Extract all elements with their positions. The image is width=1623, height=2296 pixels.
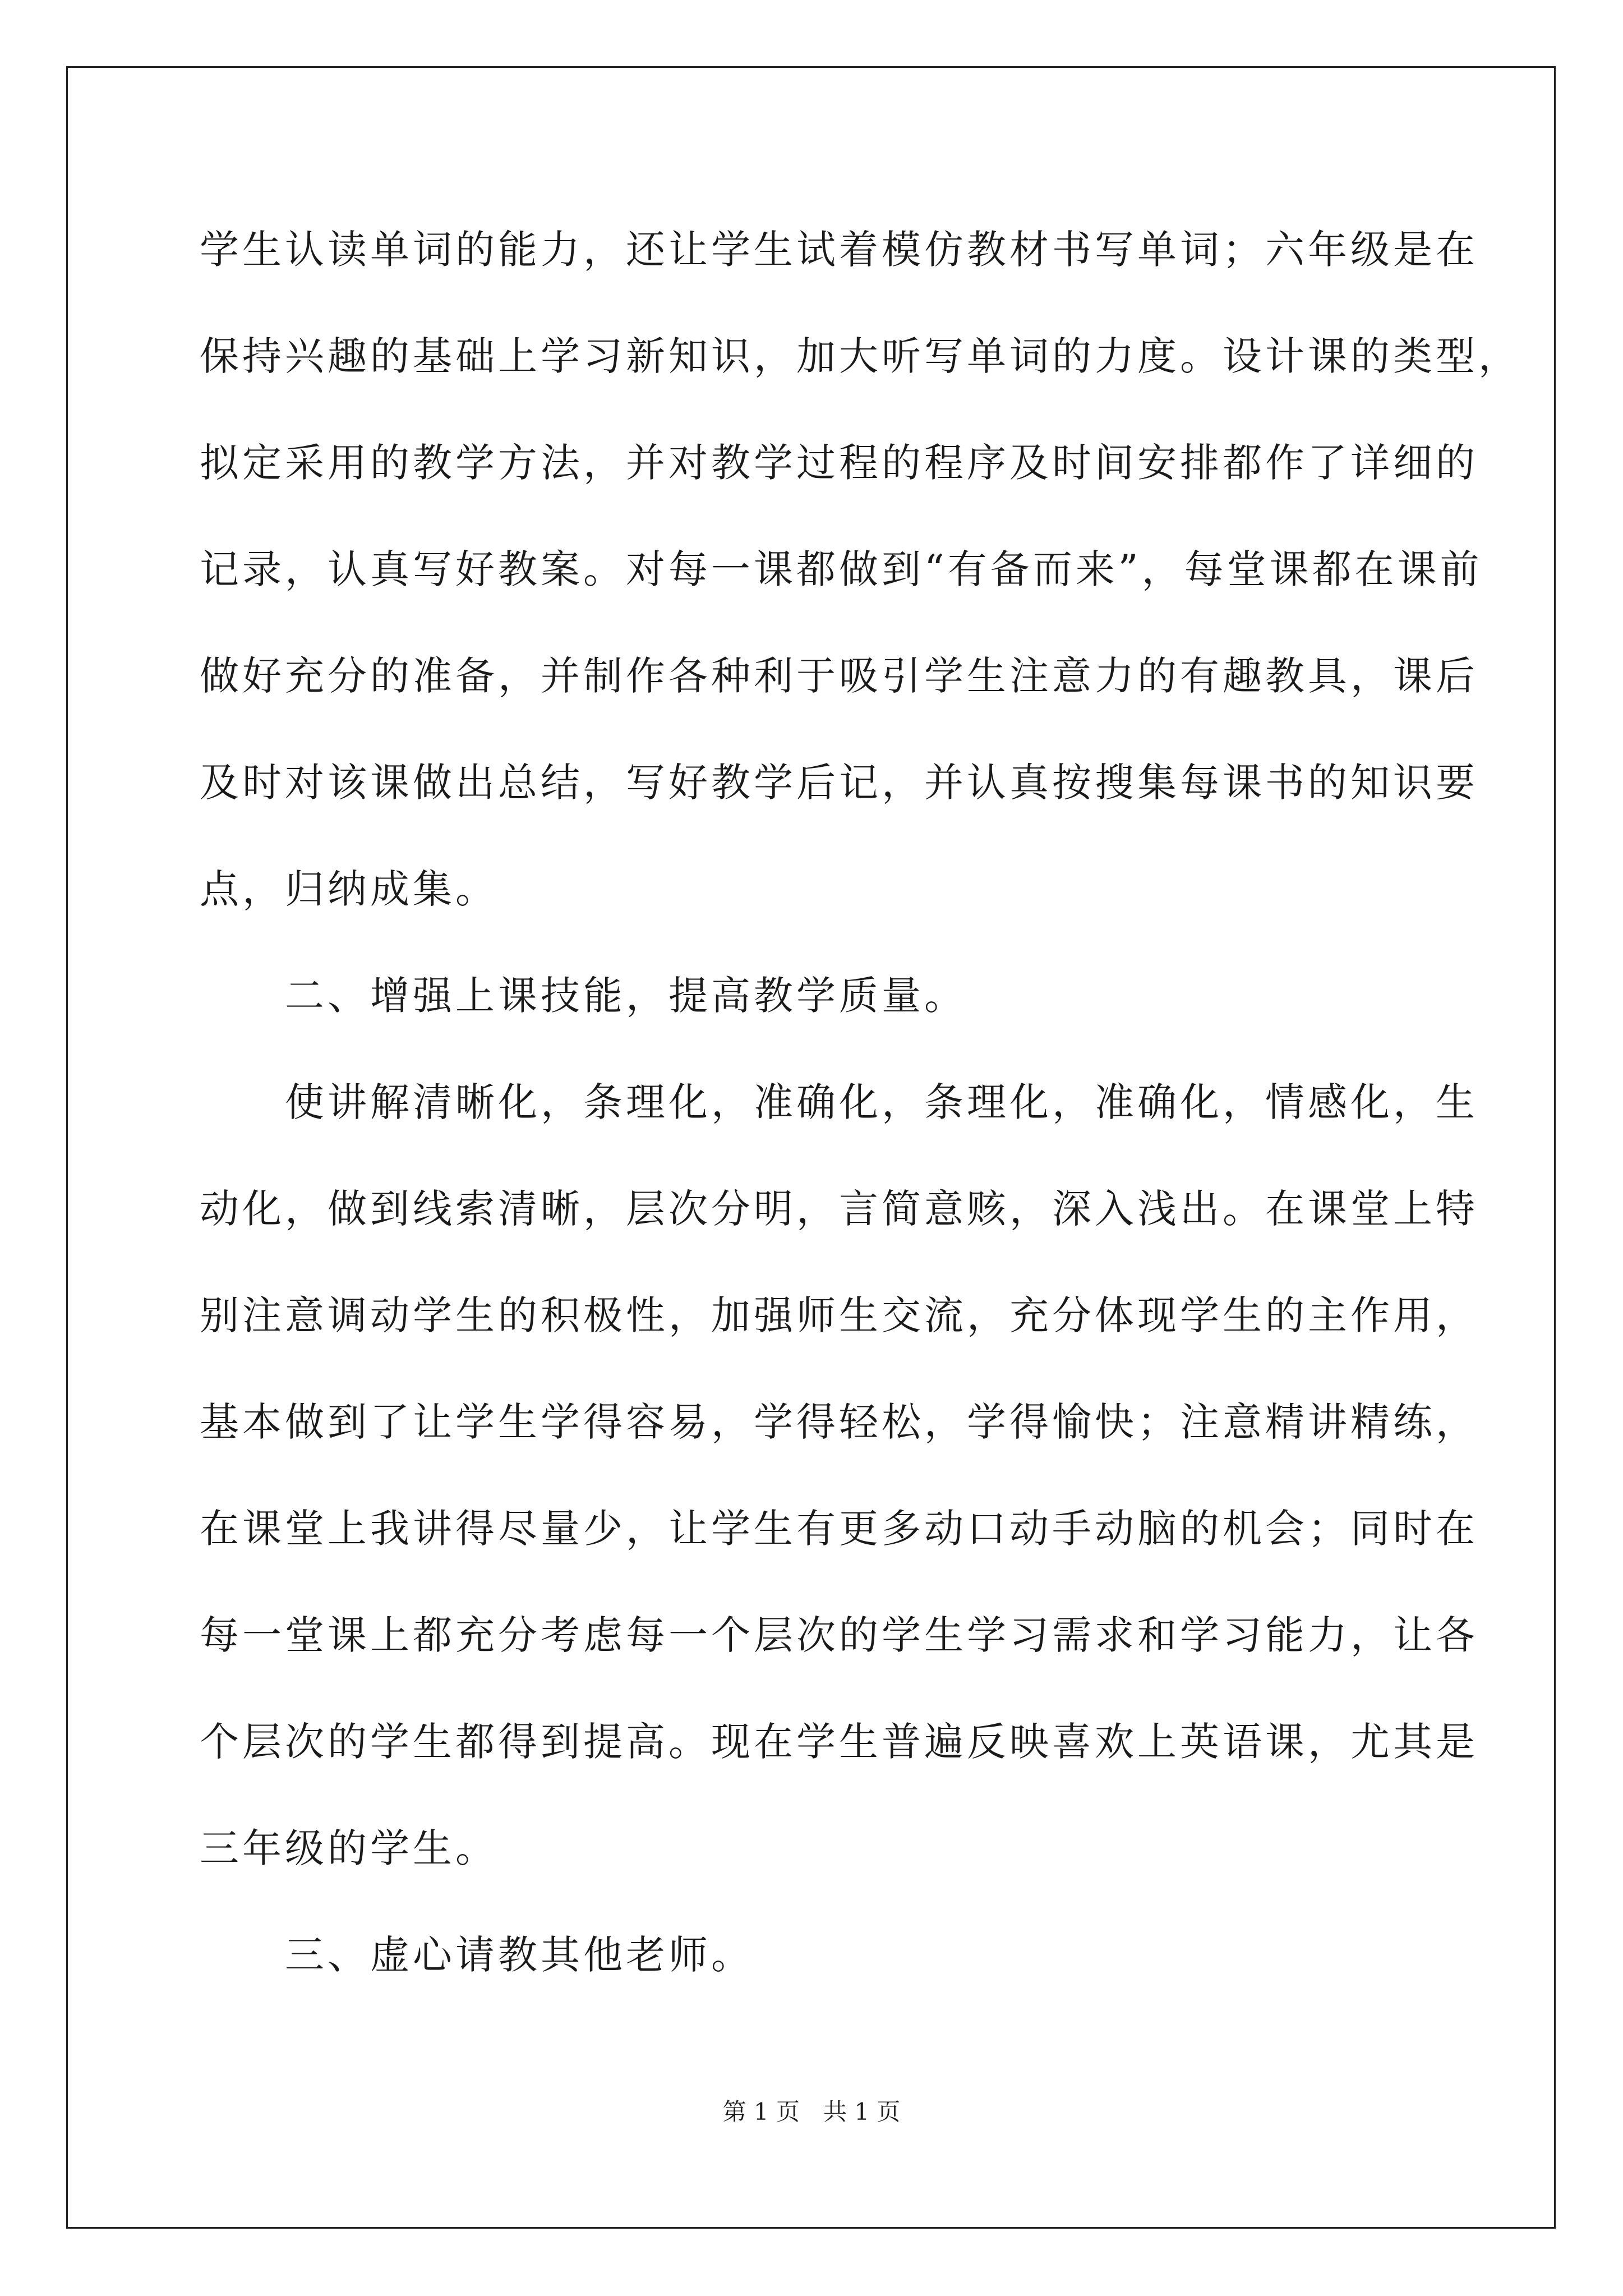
text-line: 三年级的学生。 <box>200 1825 498 1871</box>
text-line: 动化，做到线索清晰，层次分明，言简意赅，深入浅出。在课堂上特 <box>200 1186 1478 1232</box>
text-line: 使讲解清晰化，条理化，准确化，条理化，准确化，情感化，生 <box>200 1079 1478 1125</box>
text-line: 在课堂上我讲得尽量少，让学生有更多动口动手动脑的机会；同时在 <box>200 1506 1478 1552</box>
text-line: 及时对该课做出总结，写好教学后记，并认真按搜集每课书的知识要 <box>200 760 1478 806</box>
page-footer: 第 1 页 共 1 页 <box>722 2098 901 2125</box>
text-line: 记录，认真写好教案。对每一课都做到“有备而来”，每堂课都在课前 <box>200 546 1483 592</box>
text-line: 保持兴趣的基础上学习新知识，加大听写单词的力度。设计课的类型， <box>200 333 1521 379</box>
text-line: 点，归纳成集。 <box>200 866 498 912</box>
text-line: 做好充分的准备，并制作各种利于吸引学生注意力的有趣教具，课后 <box>200 653 1478 699</box>
page-border <box>66 66 1556 2229</box>
section-heading: 三、虚心请教其他老师。 <box>200 1932 754 1978</box>
text-line: 别注意调动学生的积极性，加强师生交流，充分体现学生的主作用， <box>200 1292 1478 1338</box>
text-line: 每一堂课上都充分考虑每一个层次的学生学习需求和学习能力，让各 <box>200 1612 1478 1658</box>
text-line: 基本做到了让学生学得容易，学得轻松，学得愉快；注意精讲精练， <box>200 1399 1478 1445</box>
text-line: 拟定采用的教学方法，并对教学过程的程序及时间安排都作了详细的 <box>200 440 1478 486</box>
text-line: 个层次的学生都得到提高。现在学生普遍反映喜欢上英语课，尤其是 <box>200 1719 1478 1765</box>
section-heading: 二、增强上课技能，提高教学质量。 <box>200 973 967 1019</box>
text-line: 学生认读单词的能力，还让学生试着模仿教材书写单词；六年级是在 <box>200 227 1478 273</box>
